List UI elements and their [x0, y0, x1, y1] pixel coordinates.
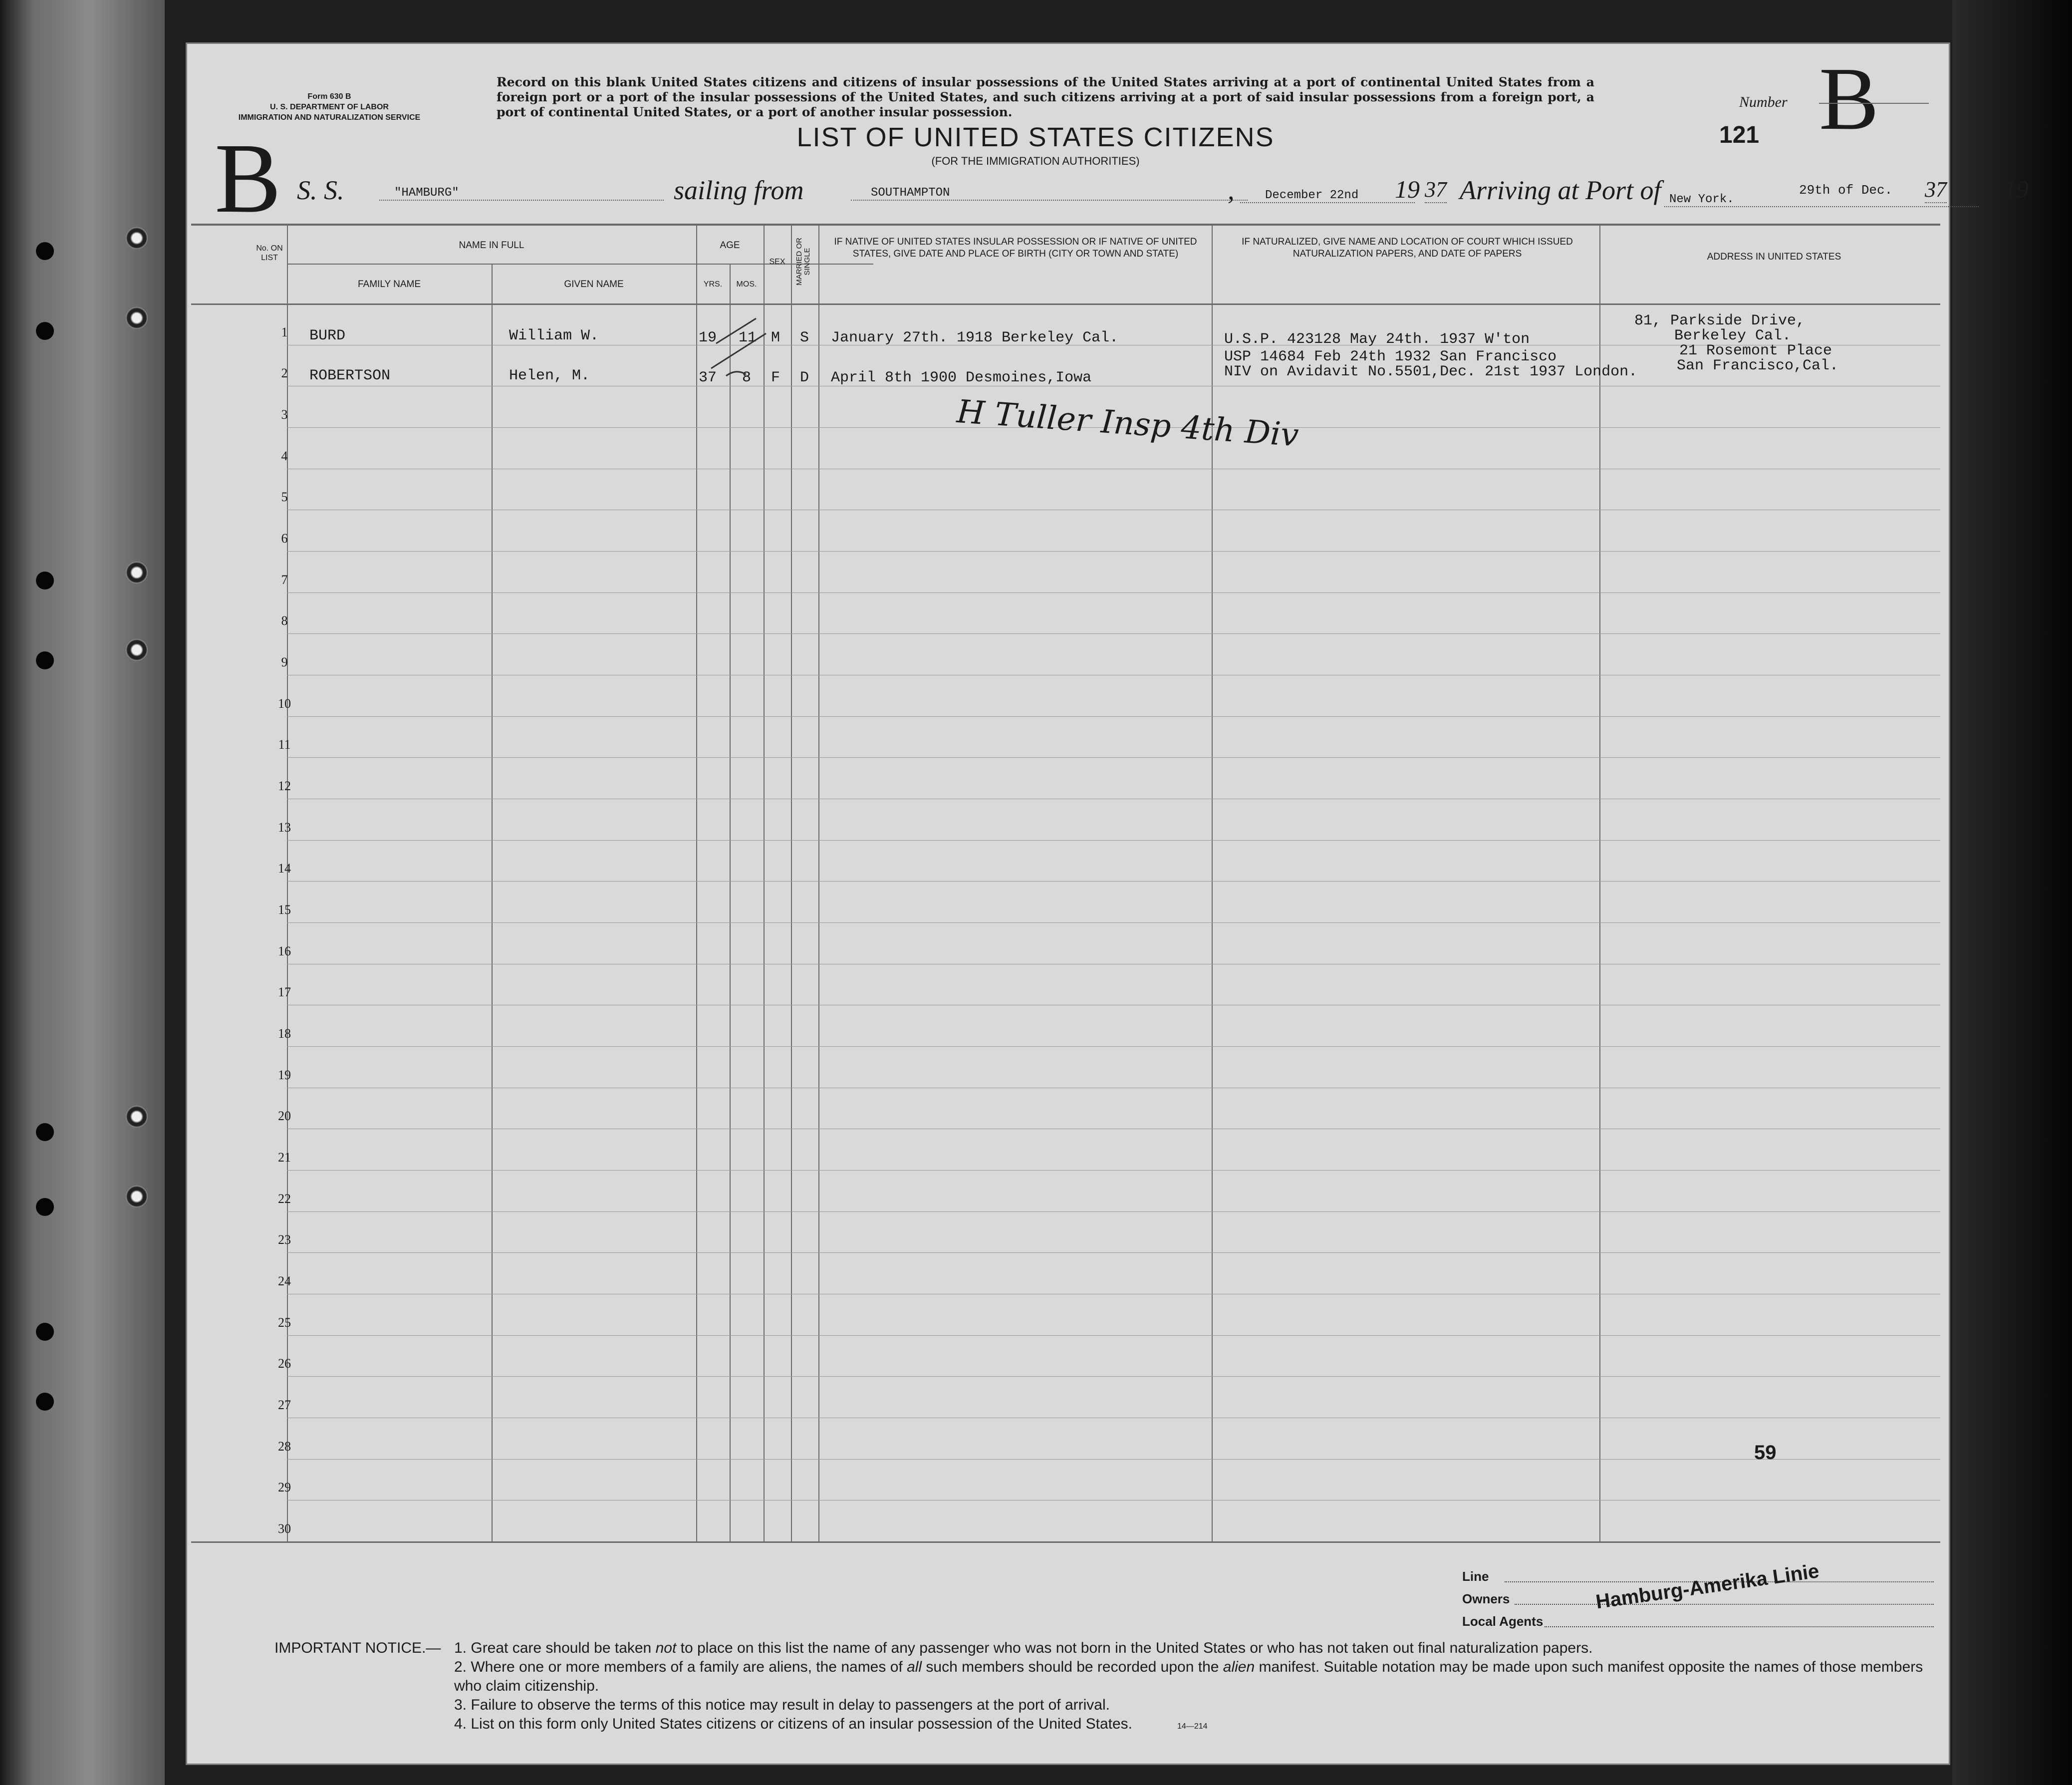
row-number: 29	[278, 1480, 291, 1495]
row-rule	[287, 1211, 1940, 1212]
row2-family-name: ROBERTSON	[309, 367, 391, 384]
header-married: MARRIED OR SINGLE	[795, 238, 811, 286]
binder-eyelet	[126, 307, 148, 329]
form-identification	[230, 91, 429, 123]
row-number: 23	[278, 1232, 291, 1247]
header-sex: SEX	[769, 258, 785, 266]
row-rule	[287, 881, 1940, 882]
row-number: 4	[281, 448, 288, 463]
row1-address-line2: Berkeley Cal.	[1674, 327, 1792, 344]
port-of-departure: SOUTHAMPTON	[851, 186, 1248, 201]
row-rule	[287, 1046, 1940, 1047]
notice-1-text-end: to place on this list the name of any passenger who was not born in the United States or who has not taken out final naturalization papers.	[676, 1640, 1593, 1656]
row-number: 6	[281, 531, 288, 546]
row-number: 20	[278, 1109, 291, 1124]
row-number: 3	[281, 407, 288, 422]
punch-hole	[36, 1198, 54, 1216]
binder-eyelet	[126, 639, 148, 661]
ship-name: "HAMBURG"	[379, 186, 664, 201]
row-rule	[287, 1459, 1940, 1460]
row-rule	[287, 716, 1940, 717]
row-number: 12	[278, 779, 291, 793]
col-divider	[492, 264, 493, 1541]
row-number: 10	[278, 696, 291, 711]
col-divider	[696, 224, 697, 1541]
header-number: No. ON LIST	[256, 244, 283, 262]
row-rule	[287, 1170, 1940, 1171]
header-name-in-full: NAME IN FULL	[459, 240, 524, 251]
notice-1-emphasis: not	[655, 1640, 677, 1656]
row1-months: 11	[739, 329, 757, 346]
col-divider	[791, 224, 792, 1541]
notice-2-emphasis-2: alien	[1223, 1659, 1255, 1675]
notice-2-emphasis: all	[907, 1659, 922, 1675]
arrival-year: 37	[1925, 177, 1947, 203]
departure-date: December 22nd	[1240, 189, 1415, 203]
col-divider	[1599, 224, 1600, 1541]
header-bottom-rule	[191, 303, 1940, 305]
local-agents-label: Local Agents	[1462, 1614, 1544, 1629]
punch-hole	[36, 1393, 54, 1411]
right-binding-edge	[1952, 0, 2072, 1785]
table-top-rule	[191, 224, 1940, 226]
row1-family-name: BURD	[309, 327, 346, 344]
row2-address-line2: San Francisco,Cal.	[1677, 357, 1839, 374]
row-number: 8	[281, 613, 288, 628]
row-number: 16	[278, 943, 291, 958]
row-number: 27	[278, 1398, 291, 1412]
header-address: ADDRESS IN UNITED STATES	[1707, 252, 1841, 262]
port-of-arrival: New York.	[1664, 193, 1979, 207]
row2-marital: D	[800, 369, 809, 386]
department-name: U. S. DEPARTMENT OF LABOR	[270, 103, 389, 111]
row2-naturalization-line2: NIV on Avidavit No.5501,Dec. 21st 1937 London.	[1224, 363, 1638, 380]
binder-eyelet	[126, 227, 148, 249]
notice-4-text: 4. List on this form only United States citizens or citizens of an insular possession of the United States.	[454, 1716, 1133, 1732]
agent-stamp: Hamburg-Amerika Linie	[1594, 1560, 1820, 1613]
intro-paragraph: Record on this blank United States citizens and citizens of insular possessions of the United States arriving at a port of continental United States from a foreign port or a port of the insular possessions of the United States, and such citizens arriving at a port of said insular possessions from a foreign port, a port of continental United States, or a port of another insular possession.	[497, 75, 1594, 119]
departure-year-prefix: 19	[1395, 175, 1420, 203]
row-number: 18	[278, 1026, 291, 1041]
age-check-marks	[696, 308, 771, 388]
binder-eyelet	[126, 562, 148, 584]
punch-hole	[36, 651, 54, 669]
header-family-name: FAMILY NAME	[358, 279, 421, 290]
row1-marital: S	[800, 329, 809, 346]
row-number: 17	[278, 985, 291, 1000]
important-notice	[274, 1639, 1931, 1736]
row-number: 7	[281, 572, 288, 587]
form-number: Form 630 B	[307, 92, 351, 101]
row2-address-line1: 21 Rosemont Place	[1679, 342, 1832, 359]
row-number: 11	[278, 737, 291, 752]
departure-year: 37	[1425, 177, 1447, 203]
row-number: 15	[278, 902, 291, 917]
col-divider	[818, 224, 819, 1541]
local-agents-blank	[1545, 1626, 1934, 1627]
row-rule	[287, 757, 1940, 758]
row-number: 28	[278, 1439, 291, 1454]
section-letter-right: B	[1819, 49, 1879, 148]
punch-hole	[36, 1123, 54, 1141]
row1-given-name: William W.	[509, 327, 599, 344]
row-rule	[287, 1252, 1940, 1253]
notice-item-3: 3. Failure to observe the terms of this notice may result in delay to passengers at the port of arrival.	[454, 1697, 1110, 1713]
handwritten-inspector-note: H Tuller Insp 4th Div	[955, 393, 1300, 454]
table-bottom-rule	[191, 1541, 1940, 1543]
header-naturalization: IF NATURALIZED, GIVE NAME AND LOCATION OF COURT WHICH ISSUED NATURALIZATION PAPERS, AND DATE OF PAPERS	[1242, 237, 1573, 259]
notice-1-text: 1. Great care should be taken	[454, 1640, 656, 1656]
binder-eyelet	[126, 1106, 148, 1128]
row-number: 26	[278, 1356, 291, 1371]
row-number: 9	[281, 655, 288, 669]
row-number: 2	[281, 366, 288, 381]
row-number: 25	[278, 1315, 291, 1330]
row2-years: 37	[699, 369, 717, 386]
row2-months: 8	[742, 369, 752, 386]
print-code: 14—214	[1177, 1722, 1208, 1731]
punch-hole	[36, 1323, 54, 1341]
binder-eyelet	[126, 1186, 148, 1207]
notice-2-text-mid: such members should be recorded upon the	[922, 1659, 1223, 1675]
row-rule	[287, 1376, 1940, 1377]
row1-sex: M	[771, 329, 780, 346]
row2-sex: F	[771, 369, 780, 386]
punch-hole	[36, 242, 54, 260]
number-underline	[1819, 103, 1929, 104]
arrival-date: 29th of Dec.	[1799, 183, 1893, 198]
owners-blank	[1515, 1604, 1934, 1605]
arriving-label: Arriving at Port of	[1460, 175, 1661, 205]
notice-2-text: 2. Where one or more members of a family are aliens, the names of	[454, 1659, 907, 1675]
row-rule	[287, 1335, 1940, 1336]
list-number: 121	[1719, 122, 1760, 148]
row-number: 14	[278, 861, 291, 876]
binding-strip	[0, 0, 165, 1785]
row-number: 19	[278, 1067, 291, 1082]
punch-hole	[36, 572, 54, 590]
row-rule	[287, 922, 1940, 923]
row1-years: 19	[699, 329, 717, 346]
col-divider	[764, 224, 765, 1541]
page-title: LIST OF UNITED STATES CITIZENS	[796, 122, 1275, 152]
row-number: 21	[278, 1150, 291, 1165]
number-label: Number	[1739, 94, 1788, 110]
header-birth: IF NATIVE OF UNITED STATES INSULAR POSSESSION OR IF NATIVE OF UNITED STATES, GIVE DATE AND PLACE OF BIRTH (CITY OR TOWN AND STATE)	[834, 237, 1197, 259]
notice-item-2	[454, 1658, 1931, 1696]
row-number: 1	[281, 324, 288, 339]
row2-naturalization-line1: USP 14684 Feb 24th 1932 San Francisco	[1224, 348, 1557, 365]
line-label: Line	[1462, 1569, 1489, 1584]
row-number: 5	[281, 490, 288, 505]
owners-label: Owners	[1462, 1591, 1510, 1606]
row-number: 13	[278, 820, 291, 835]
col-divider	[730, 264, 731, 1541]
row-number: 24	[278, 1274, 291, 1288]
document-page	[187, 44, 2029, 1764]
row1-naturalization: U.S.P. 423128 May 24th. 1937 W'ton	[1224, 331, 1530, 348]
header-months: MOS.	[736, 280, 757, 289]
header-years: YRS.	[703, 280, 723, 289]
page-subtitle: (FOR THE IMMIGRATION AUTHORITIES)	[931, 155, 1140, 167]
row-number: 30	[278, 1521, 291, 1536]
notice-heading: IMPORTANT NOTICE.—	[274, 1640, 441, 1656]
row1-birth: January 27th. 1918 Berkeley Cal.	[831, 329, 1119, 346]
notice-2-text-end: manifest. Suitable notation may be made upon such manifest opposite the names of those members who claim citizenship.	[454, 1659, 1923, 1694]
row-number: 22	[278, 1191, 291, 1206]
page-number: 59	[1754, 1442, 1777, 1464]
row2-given-name: Helen, M.	[509, 367, 590, 384]
notice-item-1	[454, 1639, 1931, 1658]
arrival-year-prefix: 19	[2004, 175, 2029, 203]
row-rule	[287, 633, 1940, 634]
header-age: AGE	[720, 240, 740, 251]
section-letter-left: B	[215, 123, 281, 234]
header-given-name: GIVEN NAME	[564, 279, 624, 290]
sailing-from-label: sailing from	[674, 175, 804, 205]
row2-birth: April 8th 1900 Desmoines,Iowa	[831, 369, 1092, 386]
comma: ,	[1228, 175, 1235, 205]
row-rule	[287, 840, 1940, 841]
row-rule	[287, 551, 1940, 552]
punch-hole	[36, 322, 54, 340]
notice-item-4	[454, 1715, 1931, 1736]
row1-address-line1: 81, Parkside Drive,	[1634, 312, 1806, 329]
ss-label: S. S.	[297, 175, 344, 205]
service-name: IMMIGRATION AND NATURALIZATION SERVICE	[238, 113, 421, 122]
